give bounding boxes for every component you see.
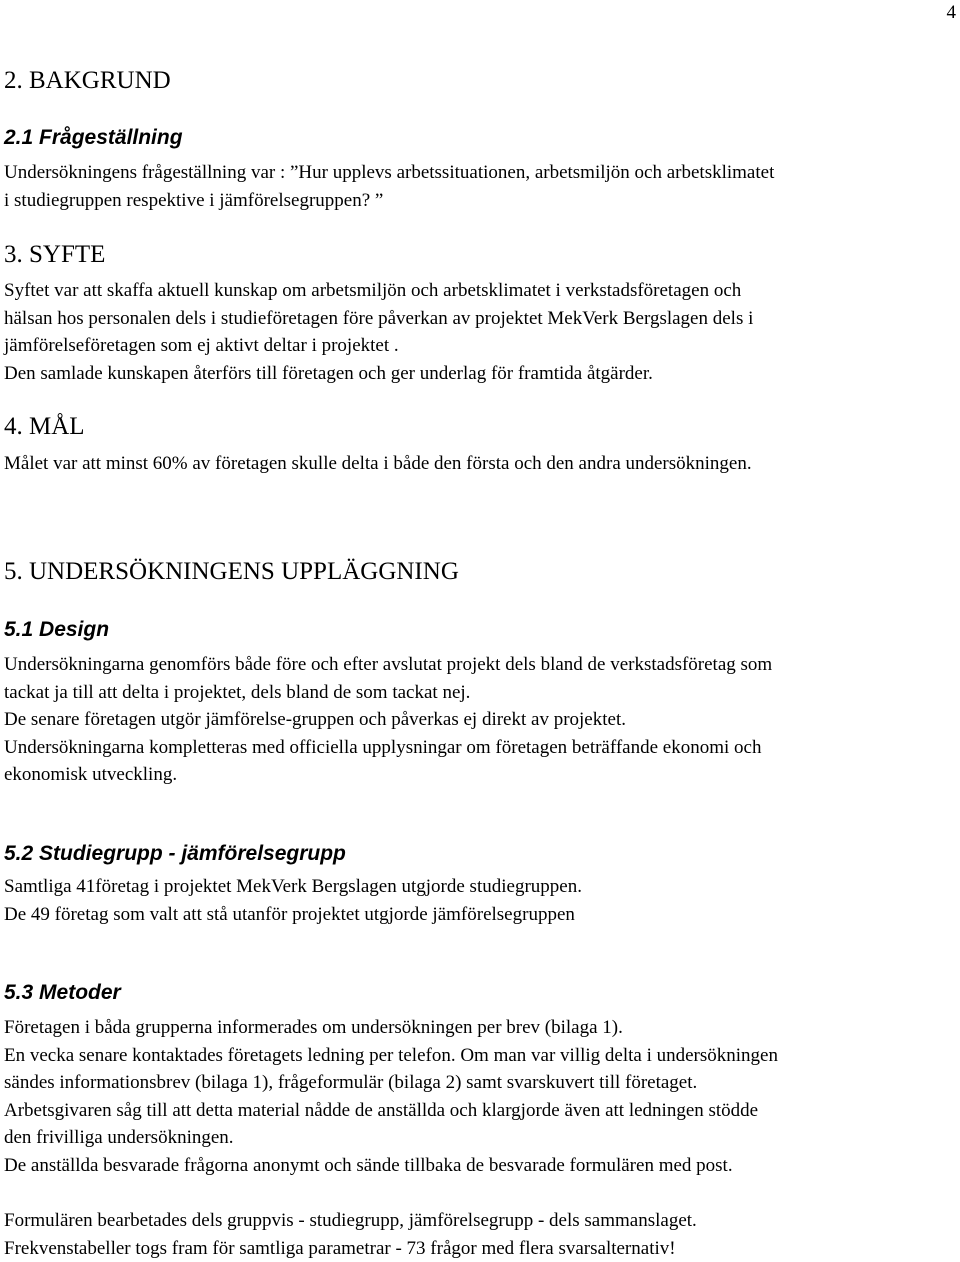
text-line: De anställda besvarade frågorna anonymt och sände tillbaka de besvarade formulären med post. <box>4 1152 956 1180</box>
text-line: Formulären bearbetades dels gruppvis - studiegrupp, jämförelsegrupp - dels sammanslaget. <box>4 1207 956 1235</box>
text-line: Undersökningens frågeställning var : ”Hur upplevs arbetssituationen, arbetsmiljön och arbetsklimatet <box>4 159 956 187</box>
text-line: En vecka senare kontaktades företagets ledning per telefon. Om man var villig delta i undersökningen <box>4 1042 956 1070</box>
text-line: Målet var att minst 60% av företagen skulle delta i både den första och den andra undersökningen. <box>4 450 956 478</box>
paragraph-mal <box>4 450 956 478</box>
paragraph-studiegrupp <box>4 873 956 928</box>
text-line: jämförelseföretagen som ej aktivt deltar i projektet . <box>4 332 956 360</box>
text-line: Undersökningarna kompletteras med officiella upplysningar om företagen beträffande ekonomi och <box>4 734 956 762</box>
paragraph-syfte <box>4 277 956 387</box>
paragraph-metoder <box>4 1014 956 1179</box>
text-line: De 49 företag som valt att stå utanför projektet utgjorde jämförelsegruppen <box>4 901 956 929</box>
page-number: 4 <box>947 2 957 24</box>
heading-bakgrund: 2. BAKGRUND <box>4 66 956 96</box>
text-line: den frivilliga undersökningen. <box>4 1124 956 1152</box>
text-line: Den samlade kunskapen återförs till företagen och ger underlag för framtida åtgärder. <box>4 360 956 388</box>
paragraph-metoder-bearbetning <box>4 1207 956 1262</box>
text-line: Undersökningarna genomförs både före och efter avslutat projekt dels bland de verkstadsföretag som <box>4 651 956 679</box>
heading-undersokningens-upplaggning: 5. UNDERSÖKNINGENS UPPLÄGGNING <box>4 557 956 587</box>
text-line: tackat ja till att delta i projektet, dels bland de som tackat nej. <box>4 679 956 707</box>
paragraph-design <box>4 651 956 789</box>
text-line: hälsan hos personalen dels i studieföretagen före påverkan av projektet MekVerk Bergslagen dels i <box>4 305 956 333</box>
text-line: De senare företagen utgör jämförelse-gruppen och påverkas ej direkt av projektet. <box>4 706 956 734</box>
text-line: Syftet var att skaffa aktuell kunskap om arbetsmiljön och arbetsklimatet i verkstadsföretagen och <box>4 277 956 305</box>
heading-mal: 4. MÅL <box>4 412 956 442</box>
paragraph-fragestallning <box>4 159 956 214</box>
text-line: Arbetsgivaren såg till att detta material nådde de anställda och klargjorde även att ledningen stödde <box>4 1097 956 1125</box>
text-line: Samtliga 41företag i projektet MekVerk Bergslagen utgjorde studiegruppen. <box>4 873 956 901</box>
subheading-studiegrupp: 5.2 Studiegrupp - jämförelsegrupp <box>4 841 956 867</box>
subheading-design: 5.1 Design <box>4 617 956 643</box>
text-line: i studiegruppen respektive i jämförelsegruppen? ” <box>4 187 956 215</box>
text-line: sändes informationsbrev (bilaga 1), frågeformulär (bilaga 2) samt svarskuvert till företaget. <box>4 1069 956 1097</box>
heading-syfte: 3. SYFTE <box>4 240 956 270</box>
text-line: Frekvenstabeller togs fram för samtliga parametrar - 73 frågor med flera svarsalternativ! <box>4 1235 956 1262</box>
subheading-fragestallning: 2.1 Frågeställning <box>4 125 956 151</box>
subheading-metoder: 5.3 Metoder <box>4 980 956 1006</box>
text-line: ekonomisk utveckling. <box>4 761 956 789</box>
text-line: Företagen i båda grupperna informerades om undersökningen per brev (bilaga 1). <box>4 1014 956 1042</box>
